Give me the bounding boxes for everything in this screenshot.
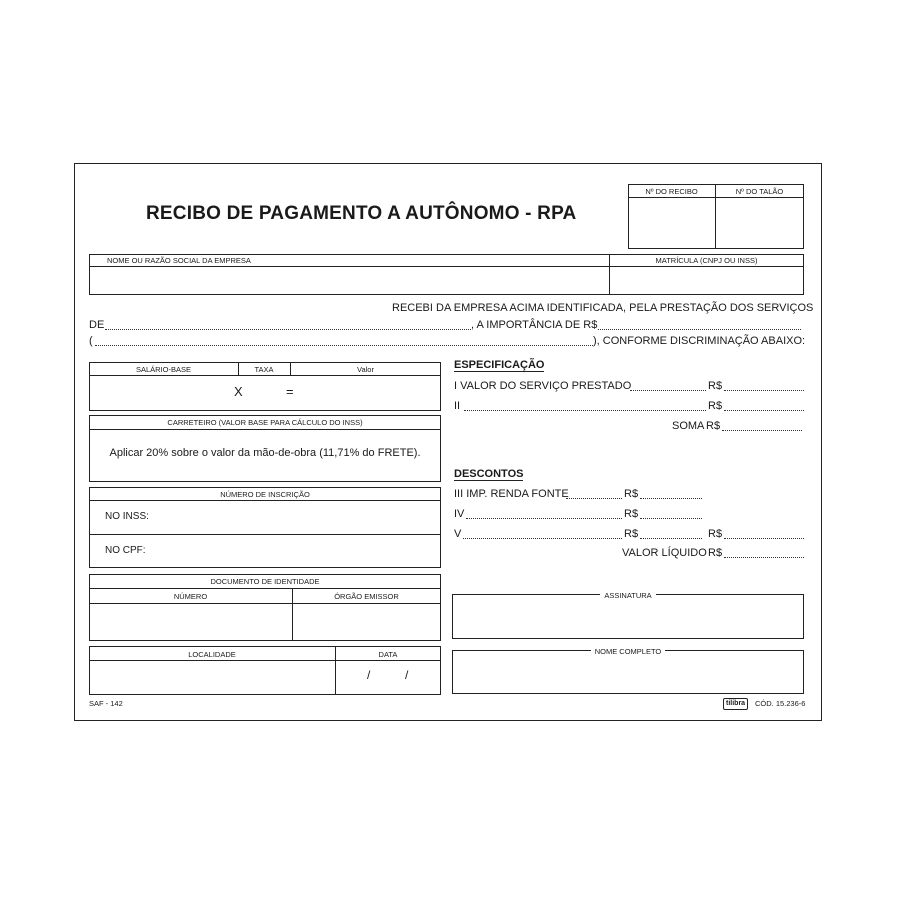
date-slash: / xyxy=(405,668,409,682)
item-v-label: V xyxy=(454,528,462,540)
salario-base-field[interactable] xyxy=(90,376,230,410)
matricula-field[interactable] xyxy=(610,267,803,294)
descontos-title: DESCONTOS xyxy=(454,468,524,480)
currency-label: R$ xyxy=(708,547,723,559)
item-iii-dots xyxy=(566,498,622,499)
talao-number-label: Nº DO TALÃO xyxy=(735,187,784,196)
company-name-field[interactable] xyxy=(90,267,608,294)
item-iii-value-field[interactable] xyxy=(640,498,702,499)
brand-logo: tilibra xyxy=(723,698,748,710)
currency-label: R$ xyxy=(708,380,723,392)
talao-number-field[interactable] xyxy=(716,198,803,248)
statement-de: DE xyxy=(89,319,105,331)
amount-field[interactable] xyxy=(598,329,801,330)
currency-label: R$ xyxy=(708,528,723,540)
item-i-dots xyxy=(630,390,706,391)
carreteiro-label: CARRETEIRO (VALOR BASE PARA CÁLCULO DO INSS) xyxy=(167,418,363,427)
date-slash: / xyxy=(367,668,371,682)
service-description-field[interactable] xyxy=(105,329,471,330)
descontos-total-field[interactable] xyxy=(724,538,804,539)
full-name-label-wrap xyxy=(452,645,804,657)
matricula-label: MATRÍCULA (CNPJ OU INSS) xyxy=(655,256,758,265)
inss-field[interactable] xyxy=(150,502,438,532)
taxa-field[interactable] xyxy=(248,376,282,410)
item-i-value-field[interactable] xyxy=(724,390,804,391)
item-v-value-field[interactable] xyxy=(640,538,702,539)
inss-label: NO INSS: xyxy=(105,511,149,522)
identidade-label: DOCUMENTO DE IDENTIDADE xyxy=(210,577,320,586)
item-v-description-field[interactable] xyxy=(463,538,622,539)
form-code-right: CÓD. 15.236-6 xyxy=(755,699,806,708)
taxa-label: TAXA xyxy=(254,365,274,374)
currency-label: R$ xyxy=(706,420,721,432)
localidade-label: LOCALIDADE xyxy=(188,650,236,659)
form-code-left: SAF - 142 xyxy=(89,699,123,708)
item-iv-label: IV xyxy=(454,508,465,520)
valor-label: Valor xyxy=(357,365,374,374)
localidade-field[interactable] xyxy=(90,661,334,694)
recibo-number-label: Nº DO RECIBO xyxy=(645,187,698,196)
multiply-sign: X xyxy=(234,384,243,399)
currency-label: R$ xyxy=(624,488,639,500)
currency-label: R$ xyxy=(708,400,723,412)
orgao-emissor-label: ÓRGÃO EMISSOR xyxy=(334,592,399,601)
item-i-label: I VALOR DO SERVIÇO PRESTADO xyxy=(454,380,632,392)
item-ii-label: II xyxy=(454,400,461,412)
orgao-emissor-field[interactable] xyxy=(293,604,440,640)
numero-label: NÚMERO xyxy=(173,592,208,601)
recibo-number-field[interactable] xyxy=(629,198,715,248)
item-iv-description-field[interactable] xyxy=(466,518,622,519)
especificacao-title: ESPECIFICAÇÃO xyxy=(454,359,545,371)
item-ii-description-field[interactable] xyxy=(464,410,706,411)
divider xyxy=(89,429,441,430)
company-name-label: NOME OU RAZÃO SOCIAL DA EMPRESA xyxy=(107,256,251,265)
valor-liquido-field[interactable] xyxy=(724,557,804,558)
equals-sign: = xyxy=(286,384,294,399)
statement-paren-open: ( xyxy=(89,335,93,347)
item-ii-value-field[interactable] xyxy=(724,410,804,411)
divider xyxy=(89,500,441,501)
signature-label-wrap xyxy=(452,589,804,601)
date-field[interactable] xyxy=(336,661,440,694)
data-label: DATA xyxy=(378,650,398,659)
form-title: RECIBO DE PAGAMENTO A AUTÔNOMO - RPA xyxy=(146,203,577,224)
identity-number-field[interactable] xyxy=(90,604,291,640)
soma-value-field[interactable] xyxy=(722,430,802,431)
soma-label: SOMA xyxy=(672,420,705,432)
assinatura-label: ASSINATURA xyxy=(600,591,655,600)
item-iv-value-field[interactable] xyxy=(640,518,702,519)
divider xyxy=(89,588,441,589)
divider xyxy=(89,534,441,535)
amount-in-words-field[interactable] xyxy=(95,345,593,346)
valor-field[interactable] xyxy=(300,376,440,410)
valor-liquido-label: VALOR LÍQUIDO xyxy=(622,547,707,559)
statement-importancia: , A IMPORTÂNCIA DE R$ xyxy=(471,319,598,331)
cpf-field[interactable] xyxy=(150,536,438,566)
item-iii-label: III IMP. RENDA FONTE xyxy=(454,488,569,500)
carreteiro-text: Aplicar 20% sobre o valor da mão-de-obra (11,71% do FRETE). xyxy=(109,447,421,459)
statement-line1: RECEBI DA EMPRESA ACIMA IDENTIFICADA, PELA PRESTAÇÃO DOS SERVIÇOS xyxy=(392,302,814,314)
currency-label: R$ xyxy=(624,528,639,540)
statement-conforme: ), CONFORME DISCRIMINAÇÃO ABAIXO: xyxy=(593,335,806,347)
cpf-label: NO CPF: xyxy=(105,545,146,556)
nome-completo-label: NOME COMPLETO xyxy=(591,647,666,656)
currency-label: R$ xyxy=(624,508,639,520)
salario-base-label: SALÁRIO-BASE xyxy=(135,365,192,374)
inscricao-label: NÚMERO DE INSCRIÇÃO xyxy=(220,490,310,499)
